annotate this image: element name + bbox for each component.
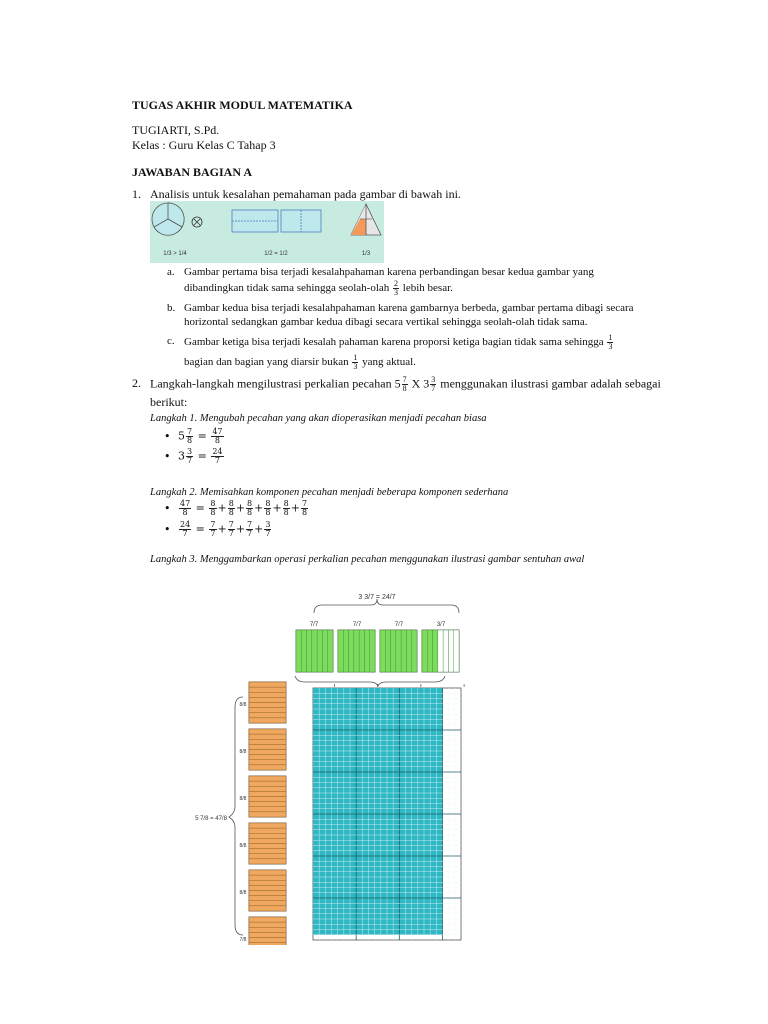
orange-cell	[249, 744, 286, 749]
figure-label-1: 1/3 > 1/4	[163, 251, 187, 257]
orange-cell	[249, 938, 286, 943]
document-title: TUGAS AKHIR MODUL MATEMATIKA	[132, 98, 353, 112]
figure-label-3: 1/3	[361, 251, 371, 257]
product-grid	[313, 684, 464, 940]
green-cell	[438, 630, 443, 672]
top-label: 3 3/7 = 24/7	[358, 594, 396, 601]
col-label-1: 7/7	[309, 622, 319, 628]
col-label-2: 7/7	[352, 622, 362, 628]
orange-cell	[249, 838, 286, 843]
item-a-letter: a.	[167, 266, 175, 278]
item-b-letter: b.	[167, 302, 176, 314]
green-cell	[296, 630, 301, 672]
green-cell	[406, 630, 411, 672]
orange-cell	[249, 896, 286, 901]
step3-title: Langkah 3. Menggambarkan operasi perkalian pecahan menggunakan ilustrasi gambar sentuhan awal	[150, 554, 585, 565]
row-label: 8/8	[239, 796, 247, 802]
row-label: 7/8	[239, 937, 247, 943]
orange-cell	[249, 781, 286, 786]
step2-eq2: • $\frac{24}{7}$ = $\frac{7}{7}$ + $\frac{7}{7}$ + $\frac{7}{7}$ + $\frac{3}{7}$	[164, 520, 271, 538]
item-a-line2: dibandingkan tidak sama sehingga seolah-olah $\frac{2}{3}$ lebih besar.	[184, 279, 453, 297]
green-cell	[396, 630, 401, 672]
figure-label-2: 1/2 = 1/2	[264, 251, 288, 257]
orange-cell	[249, 901, 286, 906]
green-cell	[312, 630, 317, 672]
orange-cell	[249, 917, 286, 922]
step1-title: Langkah 1. Mengubah pecahan yang akan dioperasikan menjadi pecahan biasa	[150, 413, 487, 424]
step2-title: Langkah 2. Memisahkan komponen pecahan menjadi beberapa komponen sederhana	[150, 487, 509, 498]
orange-cell	[249, 760, 286, 765]
area-model-figure	[195, 585, 470, 945]
green-cell	[391, 630, 396, 672]
green-cell	[349, 630, 354, 672]
fraction: $\frac{2}{3}$	[394, 279, 399, 297]
left-label: 5 7/8 = 47/8	[195, 816, 227, 822]
row-labels	[240, 702, 247, 943]
class-line: Kelas : Guru Kelas C Tahap 3	[132, 138, 276, 152]
orange-cell	[249, 750, 286, 755]
orange-cell	[249, 713, 286, 718]
orange-cell	[249, 739, 286, 744]
green-cell	[301, 630, 306, 672]
q2-line1: Langkah-langkah mengilustrasi perkalian pecahan 5 $\frac{7}{8}$ X 3 $\frac{3}{7}$ menggunakan ilustrasi gambar adalah sebagai	[150, 375, 661, 393]
orange-cell	[249, 765, 286, 770]
item-a-line1: Gambar pertama bisa terjadi kesalahpahaman karena perbandingan besar kedua gambar yang	[184, 266, 594, 278]
row-label: 8/8	[239, 890, 247, 896]
item-b-line1: Gambar kedua bisa terjadi kesalahpahaman karena gambarnya berbeda, gambar pertama dibagi secara	[184, 302, 634, 314]
green-cell	[359, 630, 364, 672]
green-cell	[433, 630, 438, 672]
green-cell	[454, 630, 459, 672]
orange-cell	[249, 870, 286, 875]
item-c-line2: bagian dan bagian yang diarsir bukan $\frac{1}{3}$ yang aktual.	[184, 353, 416, 371]
green-cell	[364, 630, 369, 672]
orange-cell	[249, 708, 286, 713]
mid-brace	[295, 676, 445, 686]
orange-cell	[249, 906, 286, 911]
orange-cell	[249, 776, 286, 781]
orange-cell	[249, 833, 286, 838]
orange-cell	[249, 755, 286, 760]
green-cell	[380, 630, 385, 672]
green-column-bars	[296, 630, 459, 672]
orange-cell	[249, 880, 286, 885]
left-brace	[229, 697, 243, 935]
q2-number: 2.	[132, 376, 141, 390]
step2-eq1: • $\frac{47}{8}$ = $\frac{8}{8}$ + $\frac{8}{8}$ + $\frac{8}{8}$ + $\frac{8}{8}$ + $\frac{8}{8}$ + $\frac{7}{8}$	[164, 499, 308, 517]
green-cell	[385, 630, 390, 672]
orange-cell	[249, 797, 286, 802]
orange-cell	[249, 791, 286, 796]
q1-number: 1.	[132, 187, 141, 201]
green-cell	[322, 630, 327, 672]
item-c-letter: c.	[167, 335, 175, 347]
orange-cell	[249, 943, 286, 945]
green-cell	[412, 630, 417, 672]
item-b-line2: horizontal sedangkan gambar kedua dibagi secara vertikal sehingga seolah-olah tidak sama.	[184, 316, 588, 328]
step1-eq2: • 3 $\frac{3}{7}$ = $\frac{24}{7}$	[164, 447, 223, 465]
orange-cell	[249, 828, 286, 833]
fraction: $\frac{7}{8}$	[402, 375, 407, 393]
orange-cell	[249, 922, 286, 927]
orange-row-bars	[249, 682, 286, 945]
orange-cell	[249, 697, 286, 702]
col-label-3: 7/7	[394, 622, 404, 628]
green-cell	[401, 630, 406, 672]
orange-cell	[249, 734, 286, 739]
orange-cell	[249, 885, 286, 890]
green-cell	[328, 630, 333, 672]
orange-cell	[249, 729, 286, 734]
orange-cell	[249, 812, 286, 817]
row-label: 8/8	[239, 749, 247, 755]
orange-cell	[249, 687, 286, 692]
top-brace	[314, 599, 459, 613]
green-cell	[307, 630, 312, 672]
green-cell	[422, 630, 427, 672]
orange-cell	[249, 854, 286, 859]
misconception-figure	[150, 201, 384, 263]
orange-cell	[249, 802, 286, 807]
fraction: $\frac{1}{3}$	[353, 353, 358, 371]
rectangle-panel	[232, 210, 321, 232]
orange-cell	[249, 932, 286, 937]
orange-cell	[249, 718, 286, 723]
orange-cell	[249, 703, 286, 708]
orange-cell	[249, 849, 286, 854]
orange-cell	[249, 844, 286, 849]
green-cell	[343, 630, 348, 672]
item-c-line1: Gambar ketiga bisa terjadi kesalah pahaman karena proporsi ketiga bagian tidak sama sehingga $\frac{1}{3}$	[184, 333, 613, 351]
orange-cell	[249, 891, 286, 896]
green-cell	[427, 630, 432, 672]
row-label: 8/8	[239, 843, 247, 849]
author-name: TUGIARTI, S.Pd.	[132, 123, 220, 137]
green-cell	[338, 630, 343, 672]
green-cell	[370, 630, 375, 672]
orange-cell	[249, 927, 286, 932]
green-cell	[354, 630, 359, 672]
q1-text: Analisis untuk kesalahan pemahaman pada gambar di bawah ini.	[150, 187, 461, 201]
fraction: $\frac{1}{3}$	[608, 333, 613, 351]
orange-cell	[249, 692, 286, 697]
col-label-4: 3/7	[436, 622, 446, 628]
fraction: $\frac{3}{7}$	[431, 375, 436, 393]
orange-cell	[249, 859, 286, 864]
orange-cell	[249, 875, 286, 880]
orange-cell	[249, 823, 286, 828]
q2-line2: berikut:	[150, 395, 188, 409]
green-cell	[448, 630, 453, 672]
green-cell	[317, 630, 322, 672]
orange-cell	[249, 682, 286, 687]
section-title: JAWABAN BAGIAN A	[132, 165, 253, 179]
step1-eq1: • 5 $\frac{7}{8}$ = $\frac{47}{8}$	[164, 427, 223, 445]
green-cell	[443, 630, 448, 672]
orange-cell	[249, 786, 286, 791]
row-label: 8/8	[239, 702, 247, 708]
orange-cell	[249, 807, 286, 812]
